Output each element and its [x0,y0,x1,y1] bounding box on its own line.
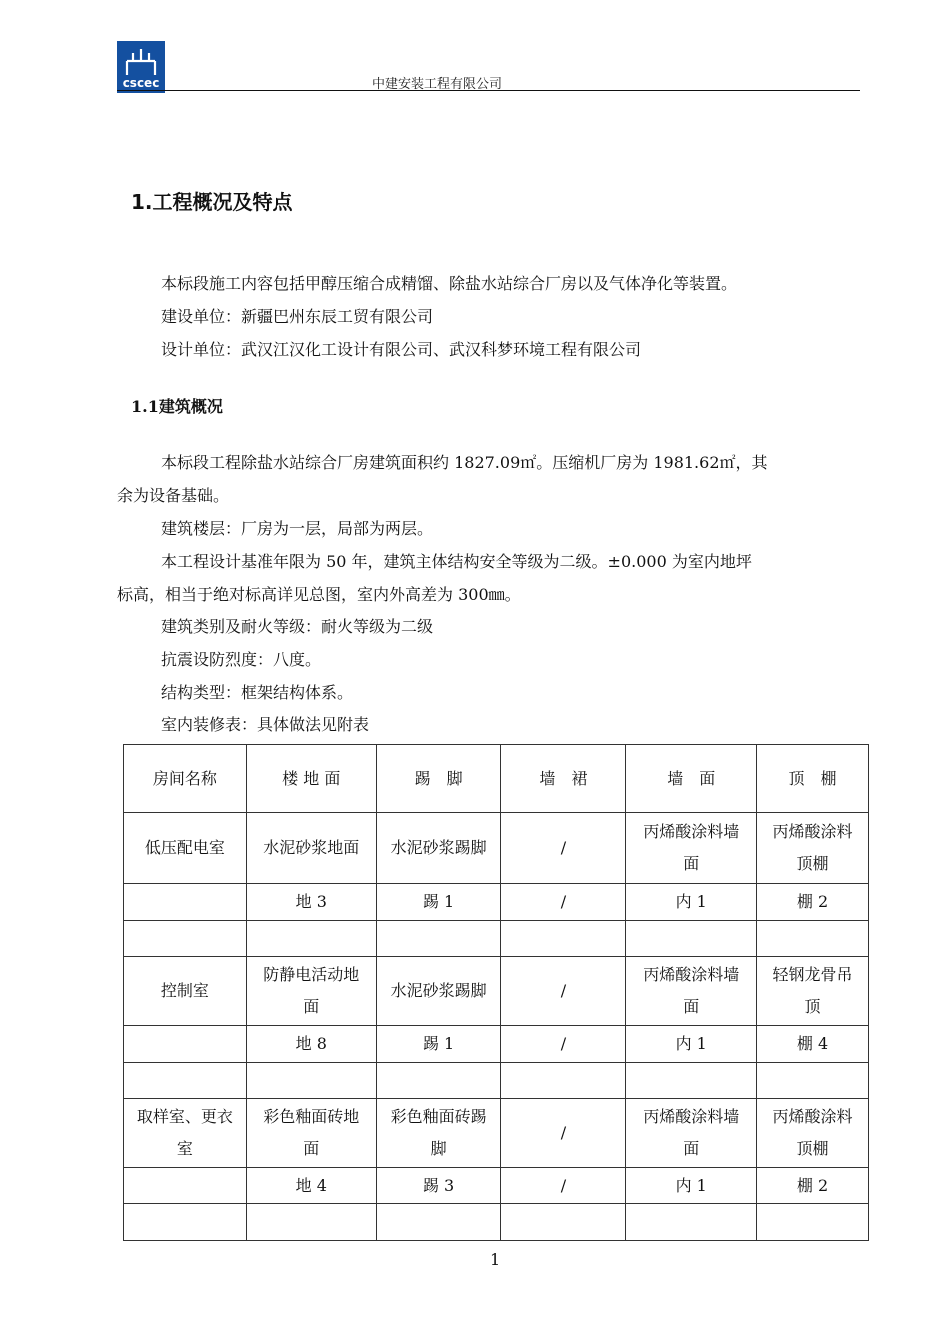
svg-text:cscec: cscec [122,76,160,90]
table-cell: 水泥砂浆地面 [246,813,376,884]
table-cell [757,1204,869,1241]
paragraph-seismic: 抗震设防烈度：八度。 [161,650,322,669]
table-cell [501,921,626,957]
finish-table [123,744,869,1241]
table-cell: 内 1 [626,1026,757,1063]
table-cell [501,1063,626,1099]
table-row [124,884,869,921]
table-cell [246,1204,376,1241]
table-row [124,1168,869,1204]
table-cell: 水泥砂浆踢脚 [376,813,501,884]
table-cell [626,1063,757,1099]
table-cell: / [501,957,626,1026]
table-cell [124,1026,247,1063]
table-cell: 内 1 [626,884,757,921]
header-cell: 楼 地 面 [246,745,376,813]
table-cell [376,1063,501,1099]
table-cell: 棚 2 [757,1168,869,1204]
table-cell [757,1063,869,1099]
company-logo [117,41,165,93]
table-cell: 地 4 [246,1168,376,1204]
table-row [124,957,869,1026]
table-cell [124,1063,247,1099]
table-cell [124,1168,247,1204]
table-cell: 丙烯酸涂料墙面 [626,1099,757,1168]
paragraph-owner: 建设单位：新疆巴州东辰工贸有限公司 [161,307,434,326]
table-cell: 地 3 [246,884,376,921]
table-row [124,813,869,884]
table-cell: 踢 3 [376,1168,501,1204]
table-cell: 踢 1 [376,884,501,921]
table-header-row [124,745,869,813]
table-cell: 丙烯酸涂料顶棚 [757,1099,869,1168]
table-cell [626,921,757,957]
paragraph-fire: 建筑类别及耐火等级：耐火等级为二级 [161,617,434,636]
table-cell [246,921,376,957]
table-cell [124,884,247,921]
table-row [124,1204,869,1241]
header-cell: 墙 裙 [501,745,626,813]
table-cell: 低压配电室 [124,813,247,884]
table-cell [246,1063,376,1099]
header-divider [117,90,860,91]
table-cell: 棚 4 [757,1026,869,1063]
page-number: 1 [490,1250,501,1269]
table-cell: 水泥砂浆踢脚 [376,957,501,1026]
paragraph-structure: 结构类型：框架结构体系。 [161,683,354,702]
table-cell: / [501,813,626,884]
paragraph-design-cont: 标高，相当于绝对标高详见总图，室内外高差为 300㎜。 [117,585,521,604]
table-cell: 防静电活动地面 [246,957,376,1026]
paragraph-scope: 本标段施工内容包括甲醇压缩合成精馏、除盐水站综合厂房以及气体净化等装置。 [161,274,738,293]
table-cell: 内 1 [626,1168,757,1204]
table-cell: / [501,1099,626,1168]
table-cell: 控制室 [124,957,247,1026]
table-cell: 丙烯酸涂料墙面 [626,813,757,884]
table-cell [376,921,501,957]
table-cell: / [501,1026,626,1063]
table-cell: 取样室、更衣室 [124,1099,247,1168]
subsection-title: 1.1建筑概况 [131,397,223,416]
table-cell [376,1204,501,1241]
header-cell: 顶 棚 [757,745,869,813]
table-row [124,1063,869,1099]
table-cell: 丙烯酸涂料顶棚 [757,813,869,884]
paragraph-floors: 建筑楼层：厂房为一层，局部为两层。 [161,519,434,538]
paragraph-design: 本工程设计基准年限为 50 年，建筑主体结构安全等级为二级。±0.000 为室内地坪 [161,552,752,571]
table-cell: 彩色釉面砖地面 [246,1099,376,1168]
header-cell: 踢 脚 [376,745,501,813]
table-cell: 地 8 [246,1026,376,1063]
header-cell: 墙 面 [626,745,757,813]
table-cell: 轻钢龙骨吊顶 [757,957,869,1026]
paragraph-interior: 室内装修表：具体做法见附表 [161,715,370,734]
table-cell: 彩色釉面砖踢脚 [376,1099,501,1168]
table-cell: / [501,1168,626,1204]
table-cell [124,1204,247,1241]
table-cell: 丙烯酸涂料墙面 [626,957,757,1026]
table-row [124,921,869,957]
table-cell: 棚 2 [757,884,869,921]
paragraph-area: 本标段工程除盐水站综合厂房建筑面积约 1827.09㎡。压缩机厂房为 1981.62㎡，其 [161,453,768,472]
table-row [124,1099,869,1168]
table-cell: 踢 1 [376,1026,501,1063]
table-cell [501,1204,626,1241]
section-title: 1.工程概况及特点 [131,190,293,214]
table-cell [757,921,869,957]
paragraph-designer: 设计单位：武汉江汉化工设计有限公司、武汉科梦环境工程有限公司 [161,340,642,359]
header-cell: 房间名称 [124,745,247,813]
header-company: 中建安装工程有限公司 [372,77,503,92]
table-cell [626,1204,757,1241]
paragraph-area-cont: 余为设备基础。 [117,486,230,505]
table-cell [124,921,247,957]
table-cell: / [501,884,626,921]
table-row [124,1026,869,1063]
